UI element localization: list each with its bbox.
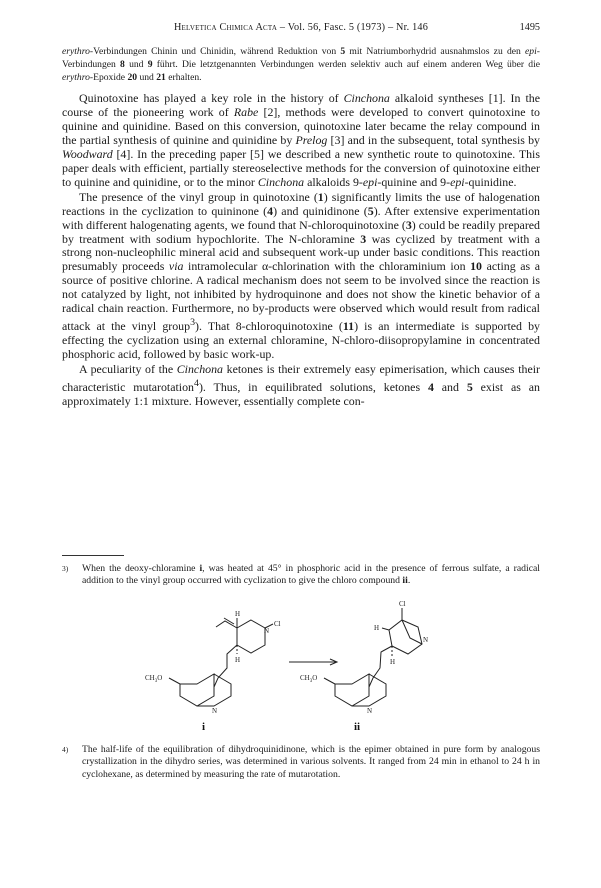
atom-n-left: N — [264, 627, 270, 635]
german-carryover-text: erythro-Verbindungen Chinin und Chinidin, während Reduktion von 5 mit Natriumborhydrid ausnahmslos zu den epi-Verbindungen 8 und 9 führt. Die letztgenannten Verbindungen werden selektiv auch auf einem anderen Weg über die erythro-Epoxide 20 und 21 erhalten. — [62, 46, 541, 83]
compound-label-i: i — [202, 721, 206, 733]
reaction-arrow — [289, 659, 337, 665]
volume-info: Vol. 56, Fasc. 5 (1973) — [287, 22, 386, 33]
footnote-ref-4: 4 — [194, 378, 199, 390]
methoxy-label-left: $CH_3O$ — [145, 674, 163, 684]
methoxy-label-right: $CH_3O$ — [300, 674, 318, 684]
footnote-4 — [62, 744, 540, 781]
footnote-4-text: The half-life of the equilibration of dihydroquinidinone, which is the epimer obtained in pure form by analogous crystallization in the dihydro series, was determined in various solvents. It ranged from 24 min in ethanol to 24 h in cyclohexane, as determined by measuring the rate of mutarotation. — [82, 744, 540, 780]
compound-label-ii: ii — [354, 721, 361, 733]
footnote-ref-3: 3 — [190, 317, 196, 329]
journal-name: Helvetica Chimica Acta — [173, 22, 278, 33]
atom-n-right: N — [423, 636, 429, 644]
compound-i-structure — [169, 618, 273, 706]
atom-h-left-top: H — [235, 610, 241, 618]
running-header — [62, 22, 540, 36]
footnote-3 — [62, 563, 540, 588]
footnote-3-text: When the deoxy-chloramine i, was heated at 45° in phosphoric acid in the presence of ferrous sulfate, a radical addition to the vinyl group occurred with cyclization to give the chloro compound ii. — [82, 563, 540, 587]
paragraph-3: A peculiarity of the Cinchona ketones is their extremely easy epimerisation, which causes their characteristic mutarotation$^4$). Thus, in equilibrated solutions, ketones 4 and 5 exist as an approximately 1:1 mixture. However, essentially complete con- — [62, 362, 540, 408]
reaction-scheme — [62, 600, 540, 735]
quinuclidine-ring-left — [237, 620, 265, 653]
footnote-4-marker: 4) — [62, 745, 69, 754]
atom-n-quinoline-left: N — [212, 707, 218, 715]
methoxy-bond-right — [324, 678, 335, 684]
footnote-separator — [62, 555, 124, 556]
compound-ii-structure — [324, 608, 422, 706]
paragraph-2: The presence of the vinyl group in quinotoxine (1) significantly limits the use of halogenation reactions in the cyclization to quininone (4) and quinidinone (5). After extensive experimentation with different halogenating agents, we found that N-chloroquinotoxine (3) could be readily prepared by treatment with sodium hypochlorite. The N-chloramine 3 was cyclized by treatment with a strong non-nucleophilic mineral acid and subsequent work-up under basic conditions. This reaction presumably proceeds via intramolecular α-chlorination with the chloraminium ion 10 acting as a source of positive chlorine. A radical mechanism does not seem to be involved since the reaction is not catalyzed by light, not inhibited by hydroquinone and does not show the kinetic behavior of a radical chain reaction. Furthermore, no by-products were observed which would result from radical attack at the vinyl group$^3$). That 8-chloroquinotoxine (11) is an intermediate is supported by effecting the cyclization using an external chloramine, N-chloro-diisopropylamine in concentrated phosphoric acid, followed by basic work-up. — [62, 189, 540, 362]
atom-cl-left: Cl — [274, 620, 281, 628]
bicyclic-ring-right — [389, 620, 422, 654]
main-text — [62, 92, 540, 409]
atom-h-left-bottom: H — [235, 656, 241, 664]
quinoline-ring-a-right — [335, 674, 369, 706]
atom-h-right-top: H — [374, 624, 380, 632]
atom-h-right-bottom: H — [390, 658, 396, 666]
page-number: 1495 — [519, 22, 540, 33]
paragraph-1: Quinotoxine has played a key role in the history of Cinchona alkaloid syntheses [1]. In the course of the pioneering work of Rabe [2], methods were developed to convert quinotoxine to quinine and quinidine. Based on this conversion, quinotoxine later became the relay compound in the partial synthesis of quinine and quinidine by Prelog [3] and in the subsequent, total synthesis by Woodward [4]. In the preceding paper [5] we described a new synthetic route to quinotoxine. This paper deals with efficient, partially stereoselective methods for the conversion of quinotoxine either to quinine and quinidine, or to the minor Cinchona alkaloids 9-epi-quinine and 9-epi-quinidine. — [62, 91, 540, 189]
vinyl-group-left — [216, 621, 237, 628]
methoxy-bond-left — [169, 678, 180, 684]
header-center: Helvetica Chimica Acta – Vol. 56, Fasc. 5 (1973) – Nr. 146 — [173, 22, 428, 33]
article-number: Nr. 146 — [396, 22, 428, 33]
quinoline-ring-a-left — [180, 674, 214, 706]
atom-n-quinoline-right: N — [367, 707, 373, 715]
atom-cl-right: Cl — [399, 600, 406, 608]
h-bond-right-top — [382, 628, 389, 630]
footnote-3-marker: 3) — [62, 564, 69, 573]
